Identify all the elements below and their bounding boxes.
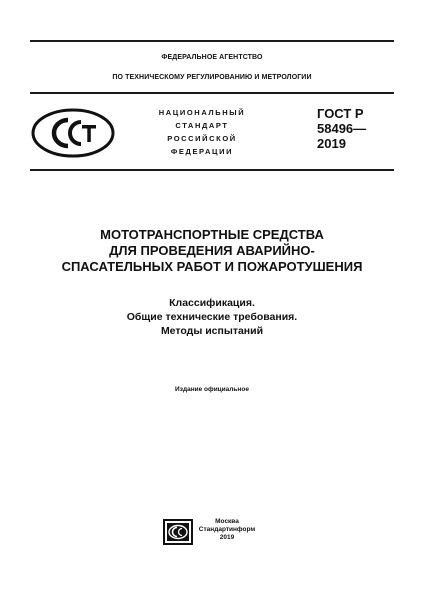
subtitle-line: Методы испытаний xyxy=(160,325,264,337)
national-line: ФЕДЕРАЦИИ xyxy=(170,147,234,156)
imprint-year: 2019 xyxy=(219,534,235,541)
standartinform-logo-icon xyxy=(163,517,193,547)
middle-rule xyxy=(30,92,394,94)
gost-line: ГОСТ Р xyxy=(317,106,364,121)
title-line: ДЛЯ ПРОВЕДЕНИЯ АВАРИЙНО- xyxy=(109,243,315,258)
national-line: РОССИЙСКОЙ xyxy=(167,134,237,143)
national-standard-label xyxy=(146,106,258,158)
agency-name-line1: ФЕДЕРАЛЬНОЕ АГЕНТСТВО xyxy=(161,54,263,61)
top-rule xyxy=(30,40,394,42)
title-line: СПАСАТЕЛЬНЫХ РАБОТ И ПОЖАРОТУШЕНИЯ xyxy=(61,259,363,274)
gost-line: 58496— xyxy=(317,121,367,136)
subtitle-line: Классификация. xyxy=(169,297,255,309)
rst-logo-icon xyxy=(31,108,115,158)
document-subtitle xyxy=(20,296,404,338)
agency-name-line2: ПО ТЕХНИЧЕСКОМУ РЕГУЛИРОВАНИЮ И МЕТРОЛОГИИ xyxy=(112,74,312,81)
edition-note: Издание официальное xyxy=(175,386,249,393)
document-title xyxy=(20,227,404,275)
publisher-imprint xyxy=(195,518,259,542)
national-line: СТАНДАРТ xyxy=(175,121,229,130)
gost-designation xyxy=(317,106,387,151)
imprint-publisher: Стандартинформ xyxy=(198,526,256,533)
imprint-city: Москва xyxy=(215,518,239,525)
gost-line: 2019 xyxy=(317,136,346,151)
title-line: МОТОТРАНСПОРТНЫЕ СРЕДСТВА xyxy=(100,227,324,242)
bottom-rule xyxy=(30,169,394,171)
national-line: НАЦИОНАЛЬНЫЙ xyxy=(158,108,246,117)
subtitle-line: Общие технические требования. xyxy=(126,311,298,323)
